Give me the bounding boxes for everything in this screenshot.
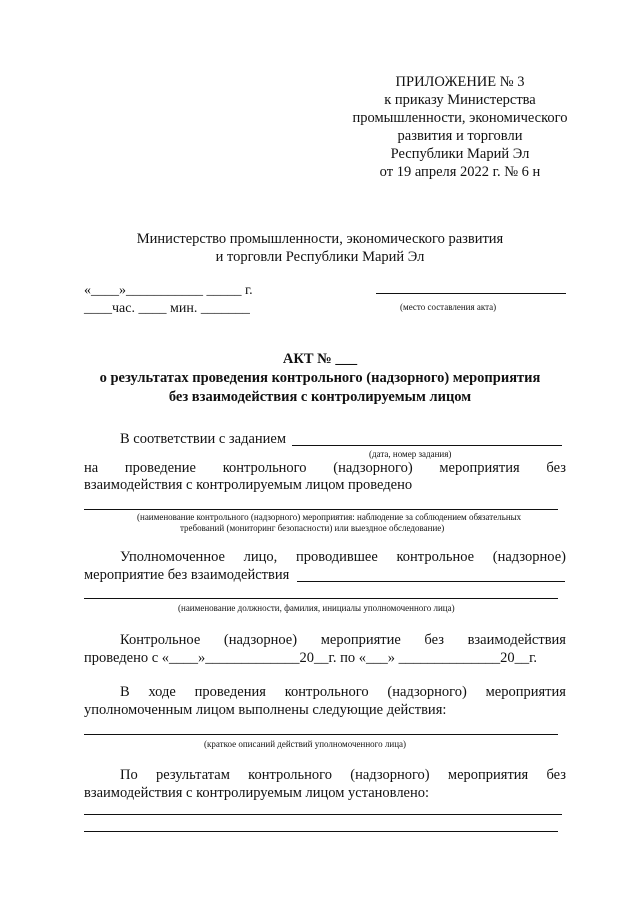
place-hint: (место составления акта) [400,302,497,312]
ministry-name [80,230,560,266]
task-field-line[interactable] [292,445,562,446]
ministry-line: и торговли Республики Марий Эл [215,249,425,265]
act-number: АКТ № ___ [282,351,358,367]
act-subtitle: без взаимодействия с контролируемым лицом [168,389,472,405]
official-field-line[interactable] [84,598,558,599]
event-field-line[interactable] [84,509,558,510]
justified-line: По результатам контрольного (надзорного) мероприятия без [120,767,566,783]
annex-block [330,73,590,181]
text-line: взаимодействия с контролируемым лицом проведено [84,477,413,493]
ministry-line: Министерство промышленности, экономического развития [136,231,504,247]
official-field-line[interactable] [297,581,565,582]
justified-line: Контрольное (надзорное) мероприятие без взаимодействия [120,632,566,648]
actions-field-line[interactable] [84,734,558,735]
text-line: взаимодействия с контролируемым лицом установлено: [84,785,430,801]
act-date-field[interactable]: «____»___________ _____ г. [84,283,253,298]
actions-hint: (краткое описаний действий уполномоченного лица) [204,739,406,749]
event-hint: (наименование контрольного (надзорного) мероприятия: наблюдение за соблюдением обязательных [137,512,522,522]
task-hint: (дата, номер задания) [369,449,452,459]
annex-date: от 19 апреля 2022 г. № 6 н [379,164,541,180]
act-title [80,350,560,407]
justified-line: на проведение контрольного (надзорного) мероприятия без [84,460,566,476]
findings-field-line[interactable] [84,831,558,832]
justified-line: В ходе проведения контрольного (надзорного) мероприятия [120,684,566,700]
event-hint: требований (мониторинг безопасности) или выездное обследование) [180,523,445,533]
act-subtitle: о результатах проведения контрольного (надзорного) мероприятия [99,370,541,386]
annex-line: промышленности, экономического [352,110,568,126]
justified-line: Уполномоченное лицо, проводившее контрольное (надзорное) [120,549,566,565]
annex-line: Республики Марий Эл [390,146,530,162]
annex-title: ПРИЛОЖЕНИЕ № 3 [395,74,525,90]
annex-line: развития и торговли [397,128,523,144]
text-line: мероприятие без взаимодействия [84,567,290,583]
official-hint: (наименование должности, фамилия, инициалы уполномоченного лица) [178,603,455,613]
annex-line: к приказу Министерства [384,92,536,108]
task-lead: В соответствии с заданием [120,431,287,447]
findings-field-line[interactable] [84,814,562,815]
place-field-line[interactable] [376,293,566,294]
text-line: уполномоченным лицом выполнены следующие действия: [84,702,447,718]
period-field[interactable]: проведено с «____»_____________20__г. по «___» ______________20__г. [84,650,538,666]
act-time-field[interactable]: ____час. ____ мин. _______ [84,301,250,316]
